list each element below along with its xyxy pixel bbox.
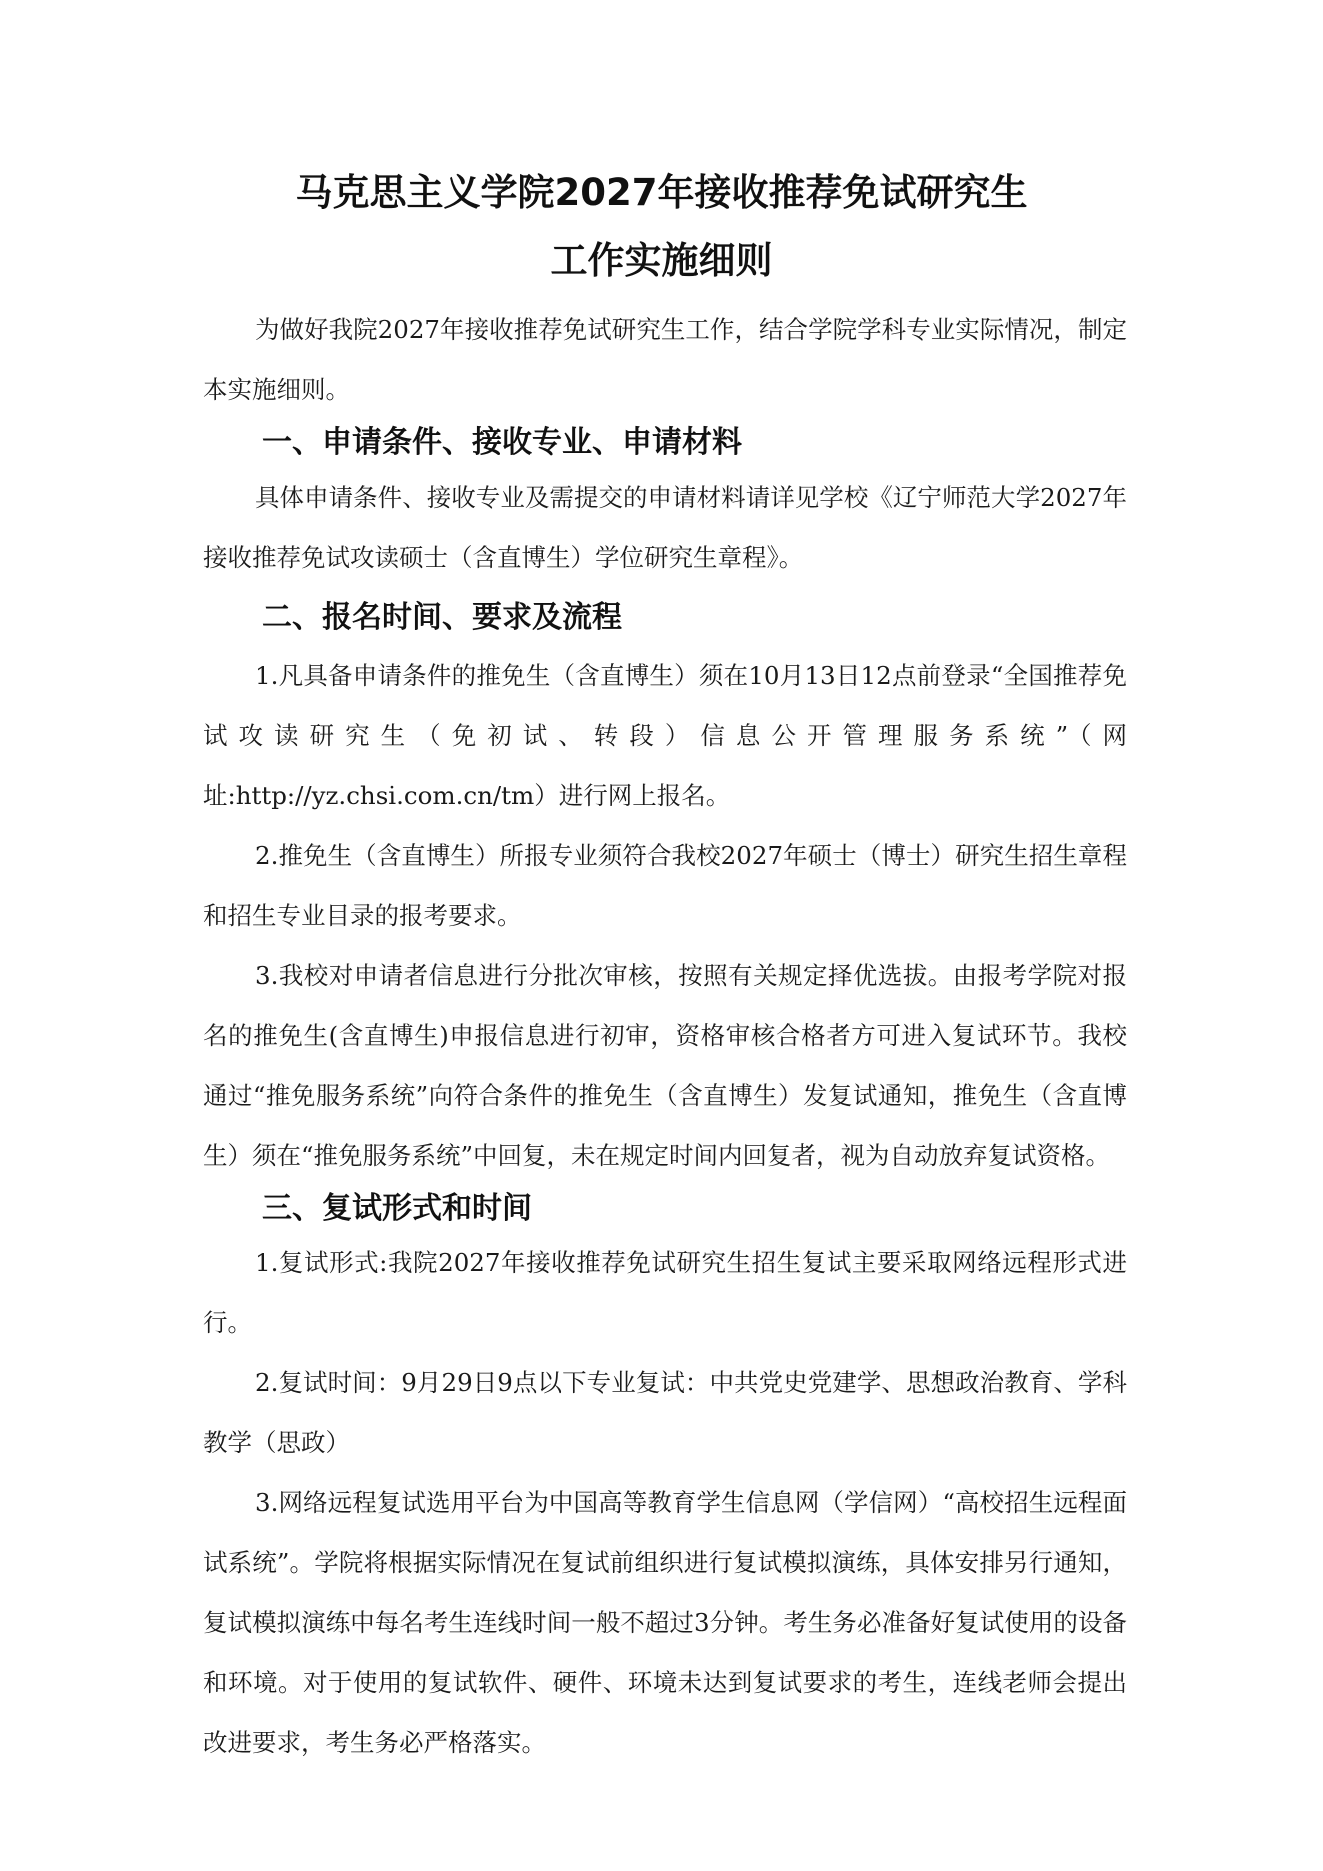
section-3-paragraph-2: 2.复试时间：9月29日9点以下专业复试：中共党史党建学、思想政治教育、学科教学（思政） xyxy=(203,1368,1127,1457)
section-2-heading: 二、报名时间、要求及流程 xyxy=(262,600,622,635)
section-1-paragraph-1: 具体申请条件、接收专业及需提交的申请材料请详见学校《辽宁师范大学2027年接收推荐免试攻读硕士（含直博生）学位研究生章程》。 xyxy=(203,483,1127,572)
section-2-body xyxy=(203,646,1127,1186)
section-3-paragraph-1: 1.复试形式:我院2027年接收推荐免试研究生招生复试主要采取网络远程形式进行。 xyxy=(203,1248,1127,1337)
section-1-heading: 一、申请条件、接收专业、申请材料 xyxy=(262,425,742,460)
section-2-paragraph-1: 1.凡具备申请条件的推免生（含直博生）须在10月13日12点前登录“全国推荐免试攻读研究生（免初试、转段）信息公开管理服务系统”（网址:http://yz.chsi.com.cn/tm）进行网上报名。 xyxy=(203,661,1127,810)
section-3-heading: 三、复试形式和时间 xyxy=(262,1191,532,1226)
intro-paragraph: 为做好我院2027年接收推荐免试研究生工作，结合学院学科专业实际情况，制定本实施细则。 xyxy=(203,315,1127,404)
section-3-paragraph-3: 3.网络远程复试选用平台为中国高等教育学生信息网（学信网）“高校招生远程面试系统”。学院将根据实际情况在复试前组织进行复试模拟演练，具体安排另行通知，复试模拟演练中每名考生连线时间一般不超过3分钟。考生务必准备好复试使用的设备和环境。对于使用的复试软件、硬件、环境未达到复试要求的考生，连线老师会提出改进要求，考生务必严格落实。 xyxy=(203,1488,1127,1757)
document-title-line2: 工作实施细则 xyxy=(550,239,773,282)
section-2-paragraph-3: 3.我校对申请者信息进行分批次审核，按照有关规定择优选拔。由报考学院对报名的推免生(含直博生)申报信息进行初审，资格审核合格者方可进入复试环节。我校通过“推免服务系统”向符合条件的推免生（含直博生）发复试通知，推免生（含直博生）须在“推免服务系统”中回复，未在规定时间内回复者，视为自动放弃复试资格。 xyxy=(203,961,1127,1170)
section-1-body xyxy=(203,468,1127,588)
document-title-line1: 马克思主义学院2027年接收推荐免试研究生 xyxy=(295,171,1028,214)
section-3-body xyxy=(203,1233,1127,1773)
section-2-paragraph-2: 2.推免生（含直博生）所报专业须符合我校2027年硕士（博士）研究生招生章程和招生专业目录的报考要求。 xyxy=(203,841,1127,930)
intro-block xyxy=(203,300,1127,420)
